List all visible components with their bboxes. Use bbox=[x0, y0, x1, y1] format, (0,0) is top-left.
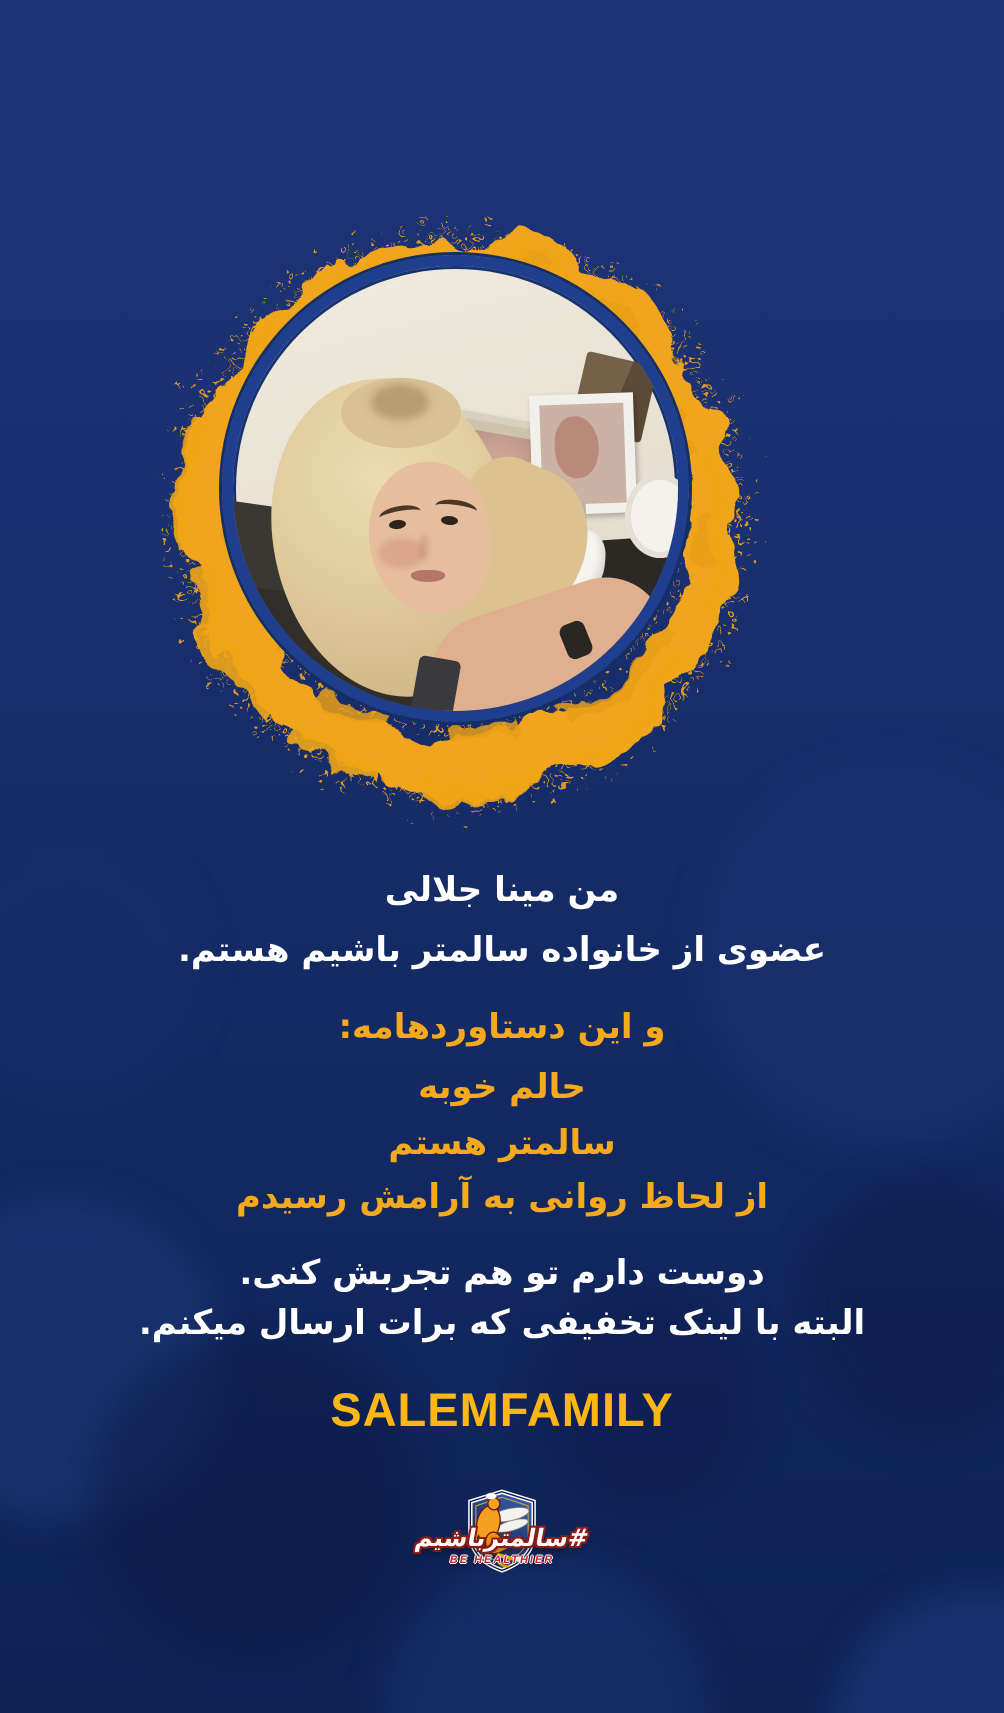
bokeh-circle bbox=[830, 1590, 1004, 1713]
photo-lips bbox=[411, 570, 445, 582]
photo-cheek bbox=[379, 538, 425, 568]
profile-photo bbox=[222, 255, 689, 722]
brand-logo bbox=[392, 1458, 612, 1613]
invitation-line-1: دوست دارم تو هم تجربش کنی. bbox=[239, 1253, 765, 1293]
intro-line-1: من مینا جلالی bbox=[384, 870, 620, 910]
photo-nose bbox=[419, 534, 429, 560]
bokeh-circle bbox=[90, 1330, 420, 1660]
intro-line-2: عضوی از خانواده سالمتر باشیم هستم. bbox=[177, 930, 827, 970]
logo-hashtag-text: #سالمترباشیم bbox=[413, 1524, 591, 1552]
photo-plate bbox=[625, 474, 689, 558]
achievement-item: از لحاظ روانی به آرامش رسیدم bbox=[235, 1177, 769, 1217]
promo-code: SALEMFAMILY bbox=[330, 1383, 674, 1436]
logo-tagline-text: BE HEALTHIER bbox=[449, 1554, 555, 1566]
achievement-item: سالمتر هستم bbox=[388, 1123, 616, 1163]
achievements-heading: و این دستاوردهامه: bbox=[338, 1007, 666, 1047]
photo-hair-roots bbox=[371, 384, 429, 420]
testimonial-text bbox=[0, 868, 1004, 1345]
achievement-item: حالم خوبه bbox=[418, 1067, 586, 1107]
invitation-line-2: البته با لینک تخفیفی که برات ارسال میکنم. bbox=[138, 1303, 866, 1343]
